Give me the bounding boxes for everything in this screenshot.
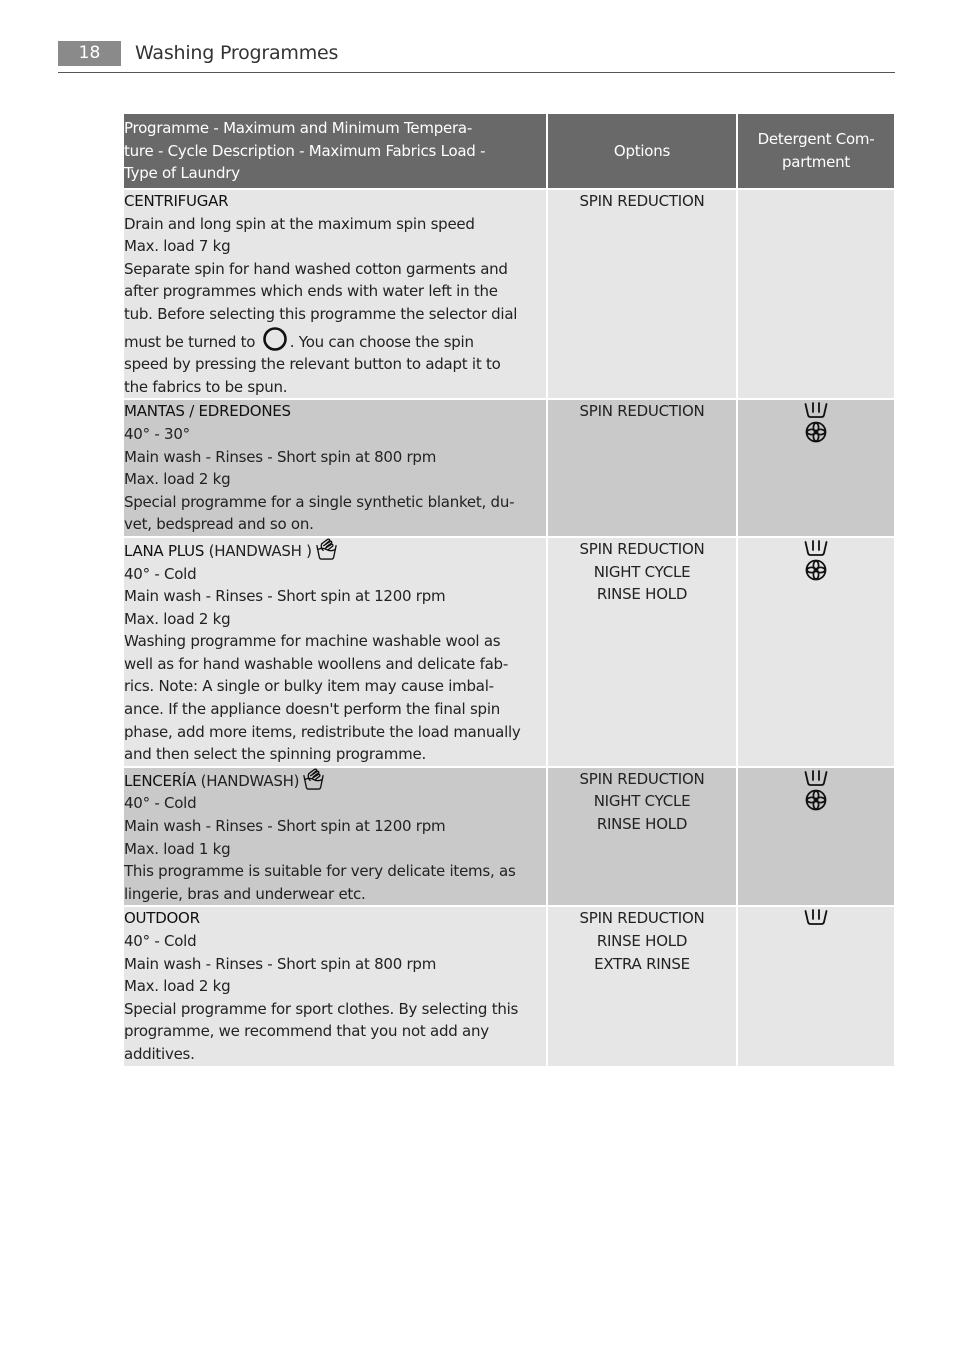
header-programme-line: ture - Cycle Description - Maximum Fabrics Load - (124, 141, 486, 160)
programme-name: LANA PLUS (124, 541, 205, 560)
programme-line: 40° - Cold (124, 794, 197, 813)
programme-text: : A single or bulky item may cause imbal- (192, 677, 494, 696)
programme-cell (123, 399, 547, 537)
programme-line: well as for hand washable woollens and delicate fab- (124, 654, 508, 673)
option-spin-reduction: SPIN REDUCTION (579, 539, 705, 558)
programme-line: Drain and long spin at the maximum spin speed (124, 214, 475, 233)
programme-line: phase, add more items, redistribute the load manually (124, 722, 521, 741)
main-wash-compartment-icon (803, 400, 829, 420)
programme-line: ance. If the appliance doesn't perform the final spin (124, 700, 500, 719)
section-title: Washing Programmes (135, 42, 339, 64)
option-night-cycle: NIGHT CYCLE (593, 562, 691, 581)
option-spin-reduction: SPIN REDUCTION (579, 402, 705, 421)
detergent-cell (737, 906, 895, 1066)
programme-name-suffix: (HANDWASH) (196, 771, 300, 790)
options-cell (547, 537, 737, 767)
programme-name-suffix: (HANDWASH ) (204, 541, 312, 560)
programme-line: Main wash - Rinses - Short spin at 1200 rpm (124, 587, 446, 606)
programme-cell (123, 537, 547, 767)
programme-line: Main wash - Rinses - Short spin at 800 rpm (124, 447, 437, 466)
programme-line: lingerie, bras and underwear etc. (124, 884, 366, 903)
options-cell (547, 906, 737, 1066)
table-row (123, 189, 895, 399)
programme-line: Special programme for a single synthetic blanket, du- (124, 492, 515, 511)
option-rinse-hold: RINSE HOLD (596, 585, 688, 604)
header-programme-line: Programme - Maximum and Minimum Tempera- (124, 119, 473, 138)
page-number: 18 (58, 41, 121, 66)
option-rinse-hold: RINSE HOLD (596, 815, 688, 834)
header-programme (123, 113, 547, 189)
option-spin-reduction: SPIN REDUCTION (579, 192, 705, 210)
programme-line: and then select the spinning programme. (124, 745, 426, 764)
option-night-cycle: NIGHT CYCLE (593, 792, 691, 811)
option-rinse-hold: RINSE HOLD (596, 932, 688, 950)
programme-cell (123, 767, 547, 907)
header-detergent-line: Detergent Com- (757, 130, 875, 149)
programme-line: Max. load 2 kg (124, 977, 231, 996)
programme-line: 40° - 30° (124, 424, 190, 443)
fabric-softener-compartment-icon (803, 788, 829, 812)
option-spin-reduction: SPIN REDUCTION (579, 909, 705, 928)
programme-line: Washing programme for machine washable wool as (124, 632, 501, 651)
detergent-cell (737, 189, 895, 399)
options-cell (547, 767, 737, 907)
programme-line: after programmes which ends with water left in the (124, 282, 498, 301)
header-detergent (737, 113, 895, 189)
detergent-cell (737, 767, 895, 907)
programme-title-line (124, 538, 546, 563)
programme-line: 40° - Cold (124, 932, 197, 950)
programme-line: Max. load 2 kg (124, 470, 231, 489)
header-options: Options (547, 113, 737, 189)
main-wash-compartment-icon (803, 538, 829, 558)
table-row (123, 399, 895, 537)
option-extra-rinse: EXTRA RINSE (594, 954, 690, 973)
programme-line: Max. load 7 kg (124, 237, 231, 256)
programme-name: LENCERÍA (124, 771, 197, 790)
main-wash-compartment-icon (803, 907, 829, 927)
programme-line (124, 326, 546, 354)
programme-title-line (124, 768, 546, 793)
programme-line (124, 675, 546, 698)
main-wash-compartment-icon (803, 768, 829, 788)
programme-line: additives. (124, 1044, 195, 1063)
option-spin-reduction: SPIN REDUCTION (579, 769, 705, 788)
programme-line: 40° - Cold (124, 564, 197, 583)
programme-line: vet, bedspread and so on. (124, 515, 314, 534)
table-row (123, 906, 895, 1066)
note-label: Note (158, 677, 193, 696)
programme-line: the fabrics to be spun. (124, 377, 288, 396)
fabric-softener-compartment-icon (803, 558, 829, 582)
programme-text: must be turned to (124, 332, 256, 351)
spin-position-circle-icon (262, 326, 288, 352)
programme-line: This programme is suitable for very delicate items, as (124, 862, 516, 881)
header-detergent-line: partment (782, 153, 850, 171)
programme-line: Max. load 1 kg (124, 839, 231, 858)
programme-name: CENTRIFUGAR (124, 192, 229, 210)
programme-line: speed by pressing the relevant button to adapt it to (124, 355, 501, 374)
page-header (58, 40, 895, 73)
programme-line: Main wash - Rinses - Short spin at 1200 rpm (124, 817, 446, 836)
fabric-softener-compartment-icon (803, 420, 829, 444)
programme-cell (123, 906, 547, 1066)
programme-line: Main wash - Rinses - Short spin at 800 rpm (124, 954, 437, 973)
programme-name: MANTAS / EDREDONES (124, 402, 291, 421)
header-programme-line: Type of Laundry (124, 164, 240, 183)
handwash-icon (315, 538, 338, 561)
table-row (123, 537, 895, 767)
detergent-cell (737, 399, 895, 537)
programme-line: Special programme for sport clothes. By selecting this (124, 999, 519, 1018)
options-cell (547, 399, 737, 537)
programme-text: rics. (124, 677, 159, 696)
programme-name: OUTDOOR (124, 909, 200, 928)
table-row (123, 767, 895, 907)
programme-line: programme, we recommend that you not add any (124, 1022, 489, 1041)
programmes-table (122, 112, 896, 1068)
detergent-cell (737, 537, 895, 767)
programme-cell (123, 189, 547, 399)
handwash-icon (302, 768, 325, 791)
table-header-row (123, 113, 895, 189)
programme-text: . You can choose the spin (289, 332, 474, 351)
options-cell (547, 189, 737, 399)
programme-line: tub. Before selecting this programme the selector dial (124, 304, 518, 323)
programme-line: Separate spin for hand washed cotton garments and (124, 259, 508, 278)
programme-line: Max. load 2 kg (124, 609, 231, 628)
